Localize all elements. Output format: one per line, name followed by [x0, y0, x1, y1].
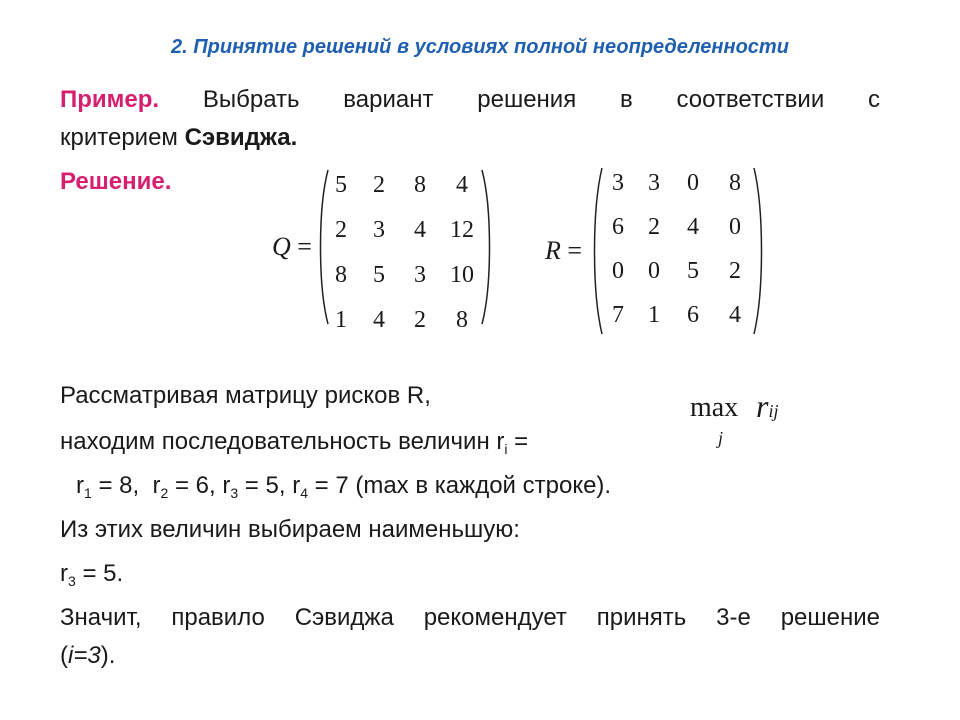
matrix-r-cell: 0 — [648, 258, 660, 284]
line-conclusion: Значит, правило Сэвиджа рекомендует принять 3-е решение — [60, 604, 880, 631]
find-suffix: = — [507, 428, 529, 455]
matrix-q-cell: 5 — [335, 172, 347, 198]
matrix-r-cell: 7 — [612, 302, 624, 328]
matrix-r-cell: 1 — [648, 302, 660, 328]
example-line-2 — [60, 124, 297, 152]
min-text: = 5. — [75, 560, 124, 587]
r-value-sub: 4 — [300, 485, 308, 501]
r-value-text: = 8, — [91, 472, 153, 499]
matrix-r-cell: 2 — [648, 214, 660, 240]
conclusion-italic: i=3 — [68, 642, 101, 669]
matrix-q-cell: 3 — [373, 217, 385, 243]
matrix-q-cell: 4 — [414, 217, 426, 243]
r-value-var: r — [222, 472, 231, 499]
matrix-q-cell: 1 — [335, 307, 347, 333]
criterion-name: Сэвиджа. — [184, 124, 298, 151]
matrix-q-cell: 8 — [456, 307, 468, 333]
line-conclusion-2 — [60, 642, 115, 670]
matrix-r-cell: 4 — [687, 214, 699, 240]
r-value-var: r — [152, 472, 161, 499]
matrix-r-cell: 5 — [687, 258, 699, 284]
matrix-q-cell: 8 — [335, 262, 347, 288]
conclusion-open: ( — [60, 642, 68, 669]
criterion-prefix: критерием — [60, 124, 185, 151]
matrix-q-cell: 12 — [450, 217, 474, 243]
line-r-values — [76, 472, 611, 501]
example-task: Выбрать вариант решения в соответствии с — [159, 86, 880, 113]
matrix-q-label — [272, 232, 312, 262]
line-choose: Из этих величин выбираем наименьшую: — [60, 516, 520, 543]
matrix-r-name: R — [545, 236, 561, 265]
matrix-q-cell: 2 — [414, 307, 426, 333]
r-value-var: r — [292, 472, 301, 499]
line-consider: Рассматривая матрицу рисков R, — [60, 382, 431, 409]
example-line-1 — [60, 86, 880, 114]
matrix-q-eq: = — [297, 232, 312, 261]
r-value-text: = 6, — [168, 472, 223, 499]
matrix-r-cell: 3 — [648, 170, 660, 196]
max-index: ij — [768, 401, 779, 421]
example-label: Пример. — [60, 86, 160, 113]
max-operator: max — [690, 392, 739, 423]
r-value-sub: 1 — [84, 485, 92, 501]
slide-title: 2. Принятие решений в условиях полной неопределенности — [171, 36, 789, 58]
r-value-text: = 5, — [238, 472, 293, 499]
matrix-q-cell: 2 — [373, 172, 385, 198]
matrix-r-cell: 4 — [729, 302, 741, 328]
find-text: находим последовательность величин r — [60, 428, 505, 455]
matrix-q-cell: 4 — [373, 307, 385, 333]
matrix-r-cell: 3 — [612, 170, 624, 196]
matrix-r — [600, 170, 756, 346]
matrix-q-cell: 5 — [373, 262, 385, 288]
matrix-r-cell: 2 — [729, 258, 741, 284]
matrix-q-cell: 10 — [450, 262, 474, 288]
r-value-sub: 3 — [230, 485, 239, 501]
min-var: r — [60, 560, 68, 587]
matrix-q-name: Q — [272, 232, 291, 261]
line-min — [60, 560, 123, 589]
matrix-q-cell: 3 — [414, 262, 426, 288]
matrix-q-cell: 2 — [335, 217, 347, 243]
matrix-r-cell: 0 — [612, 258, 624, 284]
matrix-q — [324, 172, 484, 352]
matrix-r-right-paren — [752, 166, 766, 336]
max-subscript: j — [718, 428, 724, 448]
matrix-r-cell: 0 — [729, 214, 741, 240]
conclusion-close: ). — [100, 642, 116, 669]
solution-label: Решение. — [60, 168, 172, 195]
matrix-r-eq: = — [567, 236, 583, 265]
r-value-var: r — [76, 472, 84, 499]
matrix-r-cell: 0 — [687, 170, 699, 196]
matrix-q-cell: 8 — [414, 172, 426, 198]
r-value-text: = 7 (max в каждой строке). — [307, 472, 612, 499]
find-sub: i — [504, 441, 508, 457]
matrix-r-label — [545, 236, 582, 266]
max-variable — [756, 388, 778, 425]
matrix-r-cell: 6 — [612, 214, 624, 240]
matrix-r-cell: 6 — [687, 302, 699, 328]
max-var: r — [756, 388, 769, 424]
r-value-sub: 2 — [160, 485, 169, 501]
line-find — [60, 428, 528, 457]
matrix-q-cell: 4 — [456, 172, 468, 198]
matrix-r-cell: 8 — [729, 170, 741, 196]
min-sub: 3 — [68, 573, 76, 589]
matrix-q-right-paren — [480, 168, 494, 326]
